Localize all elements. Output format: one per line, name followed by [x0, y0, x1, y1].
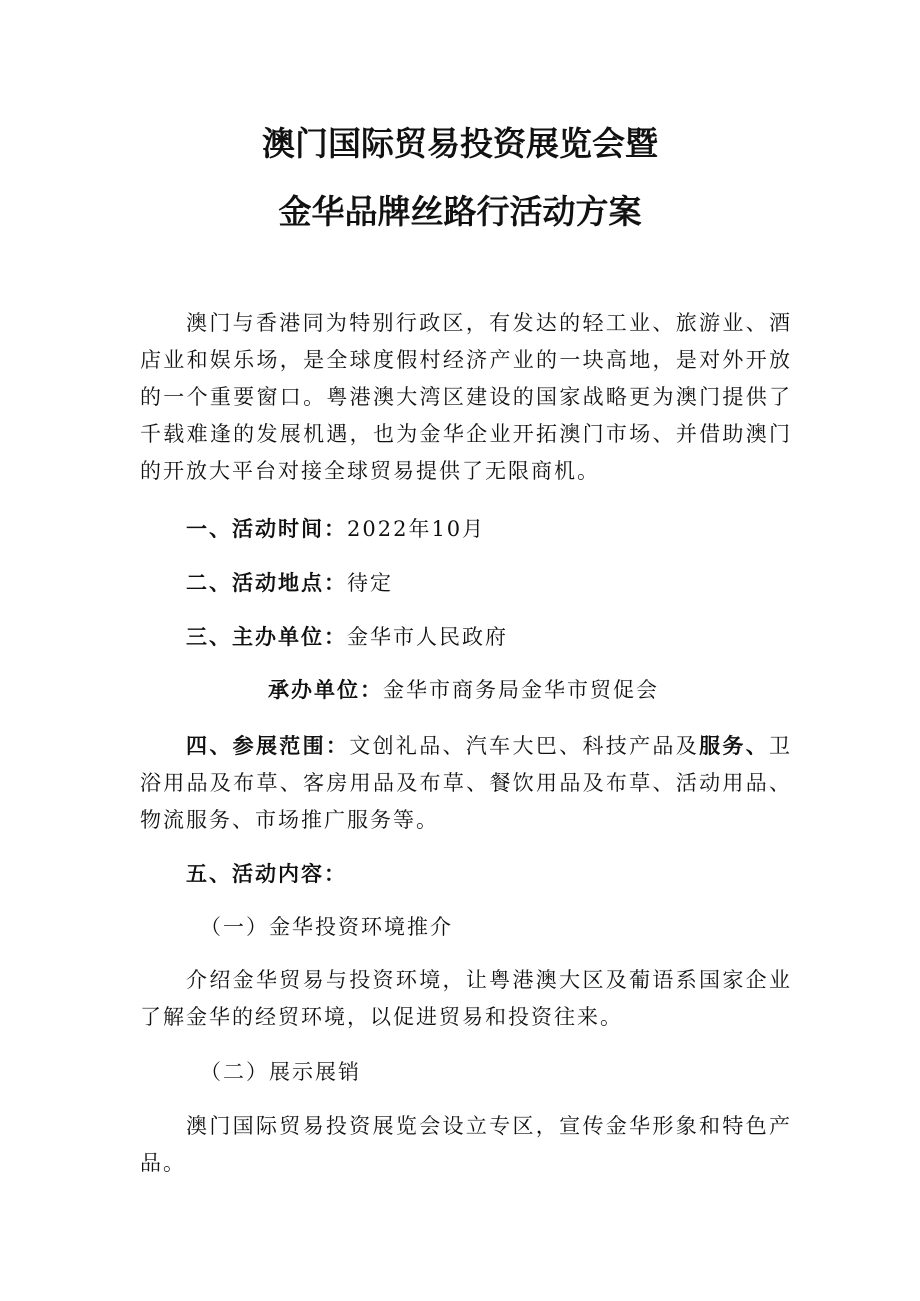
activity-place-value: 待定: [347, 571, 393, 595]
organizer-unit-line: [268, 675, 659, 705]
activity-time-line: [186, 514, 485, 544]
subsection-2-heading: （二）展示展销: [200, 1060, 361, 1084]
organizer-unit-label: 承办单位：: [268, 678, 383, 702]
exhibit-scope-text-2: 卫浴用品及布草、客房用品及布草、餐饮用品及布草、活动用品、物流服务、市场推广服务等。: [140, 734, 793, 832]
exhibit-scope-paragraph: [140, 728, 792, 839]
subsection-1-paragraph: 介绍金华贸易与投资环境，让粤港澳大区及葡语系国家企业了解金华的经贸环境，以促进贸易和投资往来。: [140, 968, 792, 1029]
host-unit-line: [186, 622, 508, 652]
activity-time-label: 一、活动时间：: [186, 517, 347, 541]
organizer-unit-value: 金华市商务局金华市贸促会: [383, 678, 659, 702]
exhibit-scope-label: 四、参展范围：: [186, 734, 350, 758]
document-title-line1: 澳门国际贸易投资展览会暨: [262, 124, 658, 163]
exhibit-scope-bold: 服务、: [699, 734, 770, 758]
activity-place-label: 二、活动地点：: [186, 571, 347, 595]
activity-content-line: [186, 859, 347, 889]
subsection-1-heading: （一）金华投资环境推介: [200, 915, 453, 939]
exhibit-scope-text-1: 文创礼品、汽车大巴、科技产品及: [349, 734, 700, 758]
document-title-line2: 金华品牌丝路行活动方案: [278, 192, 642, 231]
intro-paragraph: 澳门与香港同为特别行政区，有发达的轻工业、旅游业、酒店业和娱乐场，是全球度假村经济产业的一块高地，是对外开放的一个重要窗口。粤港澳大湾区建设的国家战略更为澳门提供了千载难逢的发展机遇，也为金华企业开拓澳门市场、并借助澳门的开放大平台对接全球贸易提供了无限商机。: [140, 311, 792, 483]
activity-place-line: [186, 568, 393, 598]
host-unit-label: 三、主办单位：: [186, 625, 347, 649]
subsection-2-paragraph: 澳门国际贸易投资展览会设立专区，宣传金华形象和特色产品。: [140, 1114, 792, 1175]
activity-content-label: 五、活动内容：: [186, 862, 347, 886]
activity-time-value: 2022年10月: [347, 517, 486, 541]
host-unit-value: 金华市人民政府: [347, 625, 508, 649]
